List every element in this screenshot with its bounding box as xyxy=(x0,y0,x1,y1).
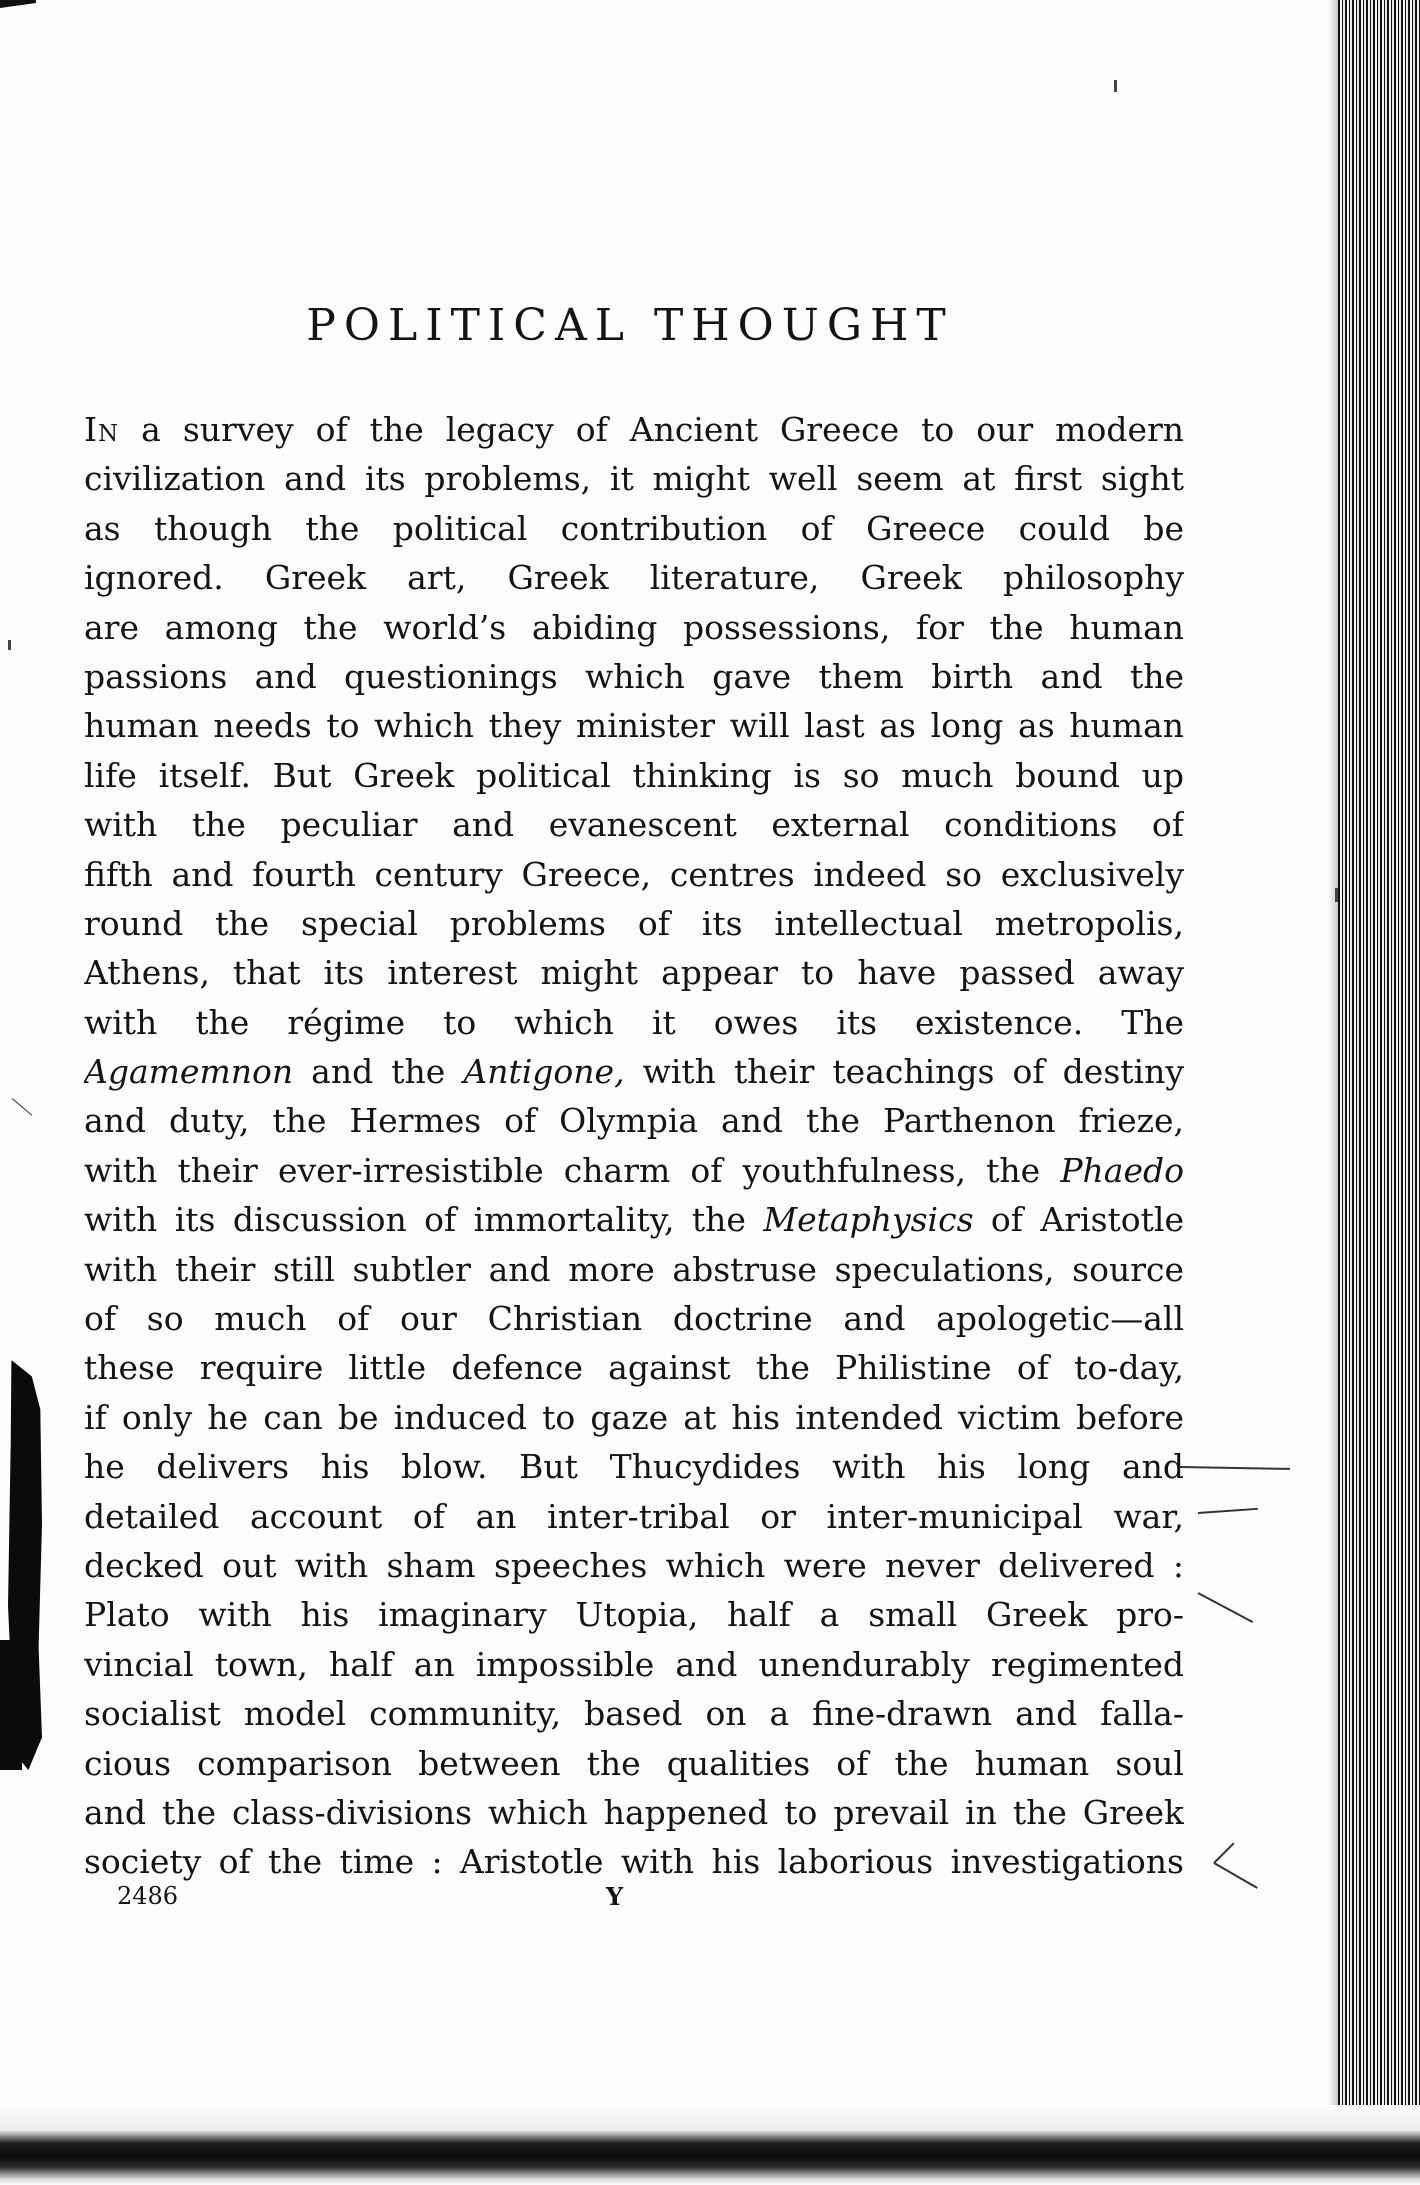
text-line xyxy=(84,1146,1184,1195)
text-line xyxy=(84,1837,1184,1886)
signature-number: 2486 xyxy=(117,1882,179,1910)
margin-pencil-mark xyxy=(1180,1466,1290,1470)
text-line xyxy=(84,1788,1184,1837)
text-line xyxy=(84,504,1184,553)
text-line xyxy=(84,1294,1184,1343)
text-line xyxy=(84,652,1184,701)
text-run: socialist model community, based on a fine-drawn and falla- xyxy=(84,1694,1184,1734)
text-line xyxy=(84,1541,1184,1590)
text-run: these require little defence against the Philistine of to-day, xyxy=(84,1348,1184,1388)
text-line xyxy=(84,701,1184,750)
text-line xyxy=(84,1096,1184,1145)
text-run: life itself. But Greek political thinking is so much bound up xyxy=(84,755,1184,795)
text-line xyxy=(84,850,1184,899)
text-line xyxy=(84,1343,1184,1392)
text-line xyxy=(84,800,1184,849)
text-run: passions and questionings which gave them birth and the xyxy=(84,656,1184,696)
text-run: detailed account of an inter-tribal or inter-municipal war, xyxy=(84,1496,1184,1536)
text-line xyxy=(84,1393,1184,1442)
text-line xyxy=(84,1492,1184,1541)
margin-pencil-mark xyxy=(12,1098,33,1115)
text-run: and the class-divisions which happened to prevail in the Greek xyxy=(84,1792,1184,1832)
text-line xyxy=(84,1689,1184,1738)
text-line xyxy=(84,454,1184,503)
chapter-title: POLITICAL THOUGHT xyxy=(306,300,954,351)
margin-pencil-mark xyxy=(1213,1842,1234,1863)
bottom-scan-shadow xyxy=(0,2105,1420,2185)
text-line xyxy=(84,553,1184,602)
text-run: civilization and its problems, it might well seem at first sight xyxy=(84,459,1184,499)
text-run: human needs to which they minister will last as long as human xyxy=(84,706,1184,746)
margin-speck xyxy=(8,640,11,650)
text-run: ignored. Greek art, Greek literature, Greek philosophy xyxy=(84,558,1184,598)
text-line xyxy=(84,1739,1184,1788)
italic-title: Metaphysics xyxy=(763,1200,974,1240)
text-run: with their ever-irresistible charm of youthfulness, the xyxy=(84,1150,1061,1190)
corner-mark xyxy=(0,0,36,8)
margin-speck xyxy=(1114,80,1117,92)
text-run: Plato with his imaginary Utopia, half a small Greek pro- xyxy=(84,1595,1184,1635)
left-margin-blot-lower xyxy=(0,1640,22,1770)
text-run: and the xyxy=(293,1052,464,1092)
text-run: with their still subtler and more abstruse speculations, source xyxy=(84,1249,1184,1289)
binding-shadow xyxy=(1328,0,1338,2185)
text-run: of Aristotle xyxy=(973,1200,1184,1240)
margin-pencil-mark xyxy=(1198,1508,1258,1514)
text-line xyxy=(84,1047,1184,1096)
text-run: he delivers his blow. But Thucydides with his long and xyxy=(84,1447,1184,1487)
text-run: decked out with sham speeches which were never delivered : xyxy=(84,1545,1184,1585)
text-line xyxy=(84,1640,1184,1689)
text-line xyxy=(84,603,1184,652)
text-line xyxy=(84,405,1184,454)
italic-title: Phaedo xyxy=(1060,1150,1184,1190)
text-line xyxy=(84,751,1184,800)
text-line xyxy=(84,1442,1184,1491)
text-run: with its discussion of immortality, the xyxy=(84,1200,764,1240)
text-run: vincial town, half an impossible and unendurably regimented xyxy=(84,1644,1184,1684)
text-run: society of the time : Aristotle with his laborious investigations xyxy=(84,1842,1184,1882)
text-line xyxy=(84,998,1184,1047)
text-run: with the régime to which it owes its existence. The xyxy=(84,1002,1184,1042)
italic-title: Antigone, xyxy=(463,1052,625,1092)
text-line xyxy=(84,1245,1184,1294)
text-line xyxy=(84,1590,1184,1639)
text-run: are among the world’s abiding possessions, for the human xyxy=(84,607,1184,647)
page-edge-binding xyxy=(1338,0,1420,2185)
drop-word: In xyxy=(84,410,120,449)
body-text xyxy=(84,405,1184,1887)
text-run: with their teachings of destiny xyxy=(624,1052,1184,1092)
text-run: round the special problems of its intellectual metropolis, xyxy=(84,903,1184,943)
text-run: of so much of our Christian doctrine and apologetic—all xyxy=(84,1299,1184,1339)
text-run: with the peculiar and evanescent external conditions of xyxy=(84,805,1184,845)
text-run: fifth and fourth century Greece, centres indeed so exclusively xyxy=(84,854,1184,894)
text-run: and duty, the Hermes of Olympia and the Parthenon frieze, xyxy=(84,1101,1184,1141)
text-line xyxy=(84,899,1184,948)
text-run: cious comparison between the qualities of the human soul xyxy=(84,1743,1184,1783)
page-footer xyxy=(0,1882,1420,1922)
text-line xyxy=(84,948,1184,997)
text-run: as though the political contribution of Greece could be xyxy=(84,508,1184,548)
italic-title: Agamemnon xyxy=(84,1052,294,1092)
text-run: if only he can be induced to gaze at his intended victim before xyxy=(84,1397,1184,1437)
signature-letter: Y xyxy=(606,1882,624,1911)
text-run: Athens, that its interest might appear to have passed away xyxy=(84,953,1184,993)
text-line xyxy=(84,1195,1184,1244)
margin-speck xyxy=(1335,888,1338,902)
margin-pencil-mark xyxy=(1198,1592,1254,1623)
text-run: a survey of the legacy of Ancient Greece to our modern xyxy=(119,410,1184,449)
